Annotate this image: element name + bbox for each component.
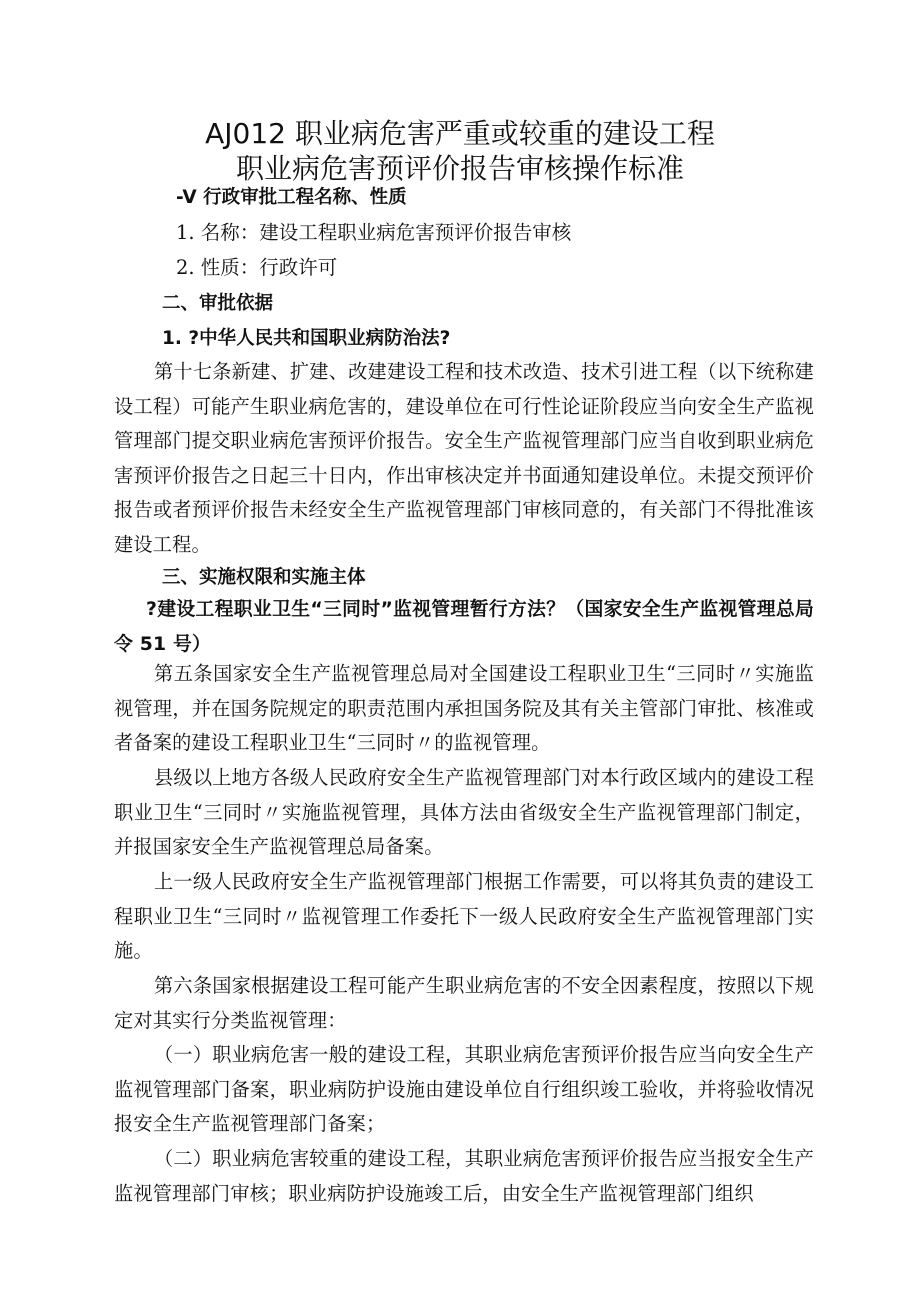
section-1-heading: -V 行政审批工程名称、性质 — [176, 187, 407, 208]
paragraph-category-2: （二）职业病危害较重的建设工程，其职业病危害预评价报告应当报安全生产监视管理部门审核；职业病防护设施竣工后，由安全生产监视管理部门组织 — [114, 1147, 814, 1205]
paragraph-article-5-b: 县级以上地方各级人民政府安全生产监视管理部门对本行政区域内的建设工程职业卫生“三同时〃实施监视管理，具体方法由省级安全生产监视管理部门制定，并报国家安全生产监视管理总局备案。 — [114, 766, 814, 858]
paragraph-article-5-a: 第五条国家安全生产监视管理总局对全国建设工程职业卫生“三同时〃实施监视管理，并在国务院规定的职责范围内承担国务院及其有关主管部门审批、核准或者备案的建设工程职业卫生“三同时〃的监视管理。 — [114, 662, 814, 754]
measures-heading: ?建设工程职业卫生“三同时”监视管理暂行方法？（国家安全生产监视管理总局令 51 号） — [114, 599, 814, 655]
paragraph-article-5-c: 上一级人民政府安全生产监视管理部门根据工作需要，可以将其负责的建设工程职业卫生“三同时〃监视管理工作委托下一级人民政府安全生产监视管理部门实施。 — [114, 870, 814, 962]
paragraph-article-17: 第十七条新建、扩建、改建建设工程和技术改造、技术引进工程（以下统称建设工程）可能产生职业病危害的，建设单位在可行性论证阶段应当向安全生产监视管理部门提交职业病危害预评价报告。安全生产监视管理部门应当自收到职业病危害预评价报告之日起三十日内，作出审核决定并书面通知建设单位。未提交预评价报告或者预评价报告未经安全生产监视管理部门审核同意的，有关部门不得批准该建设工程。 — [114, 360, 814, 556]
item-name: 1. 名称：建设工程职业病危害预评价报告审核 — [176, 221, 572, 244]
paragraph-article-6: 第六条国家根据建设工程可能产生职业病危害的不安全因素程度，按照以下规定对其实行分类监视管理： — [114, 974, 814, 1032]
paragraph-category-1: （一）职业病危害一般的建设工程，其职业病危害预评价报告应当向安全生产监视管理部门备案，职业病防护设施由建设单位自行组织竣工验收，并将验收情况报安全生产监视管理部门备案； — [114, 1043, 814, 1135]
document-title-line-2: 职业病危害预评价报告审核操作标准 — [235, 152, 684, 185]
section-2-heading: 二、审批依据 — [162, 293, 274, 314]
document-title-line-1: AJ012 职业病危害严重或较重的建设工程 — [205, 117, 715, 150]
item-nature: 2. 性质：行政许可 — [176, 256, 338, 279]
section-3-heading: 三、实施权限和实施主体 — [162, 567, 366, 588]
law-heading: 1. ?中华人民共和国职业病防治法? — [162, 328, 451, 349]
